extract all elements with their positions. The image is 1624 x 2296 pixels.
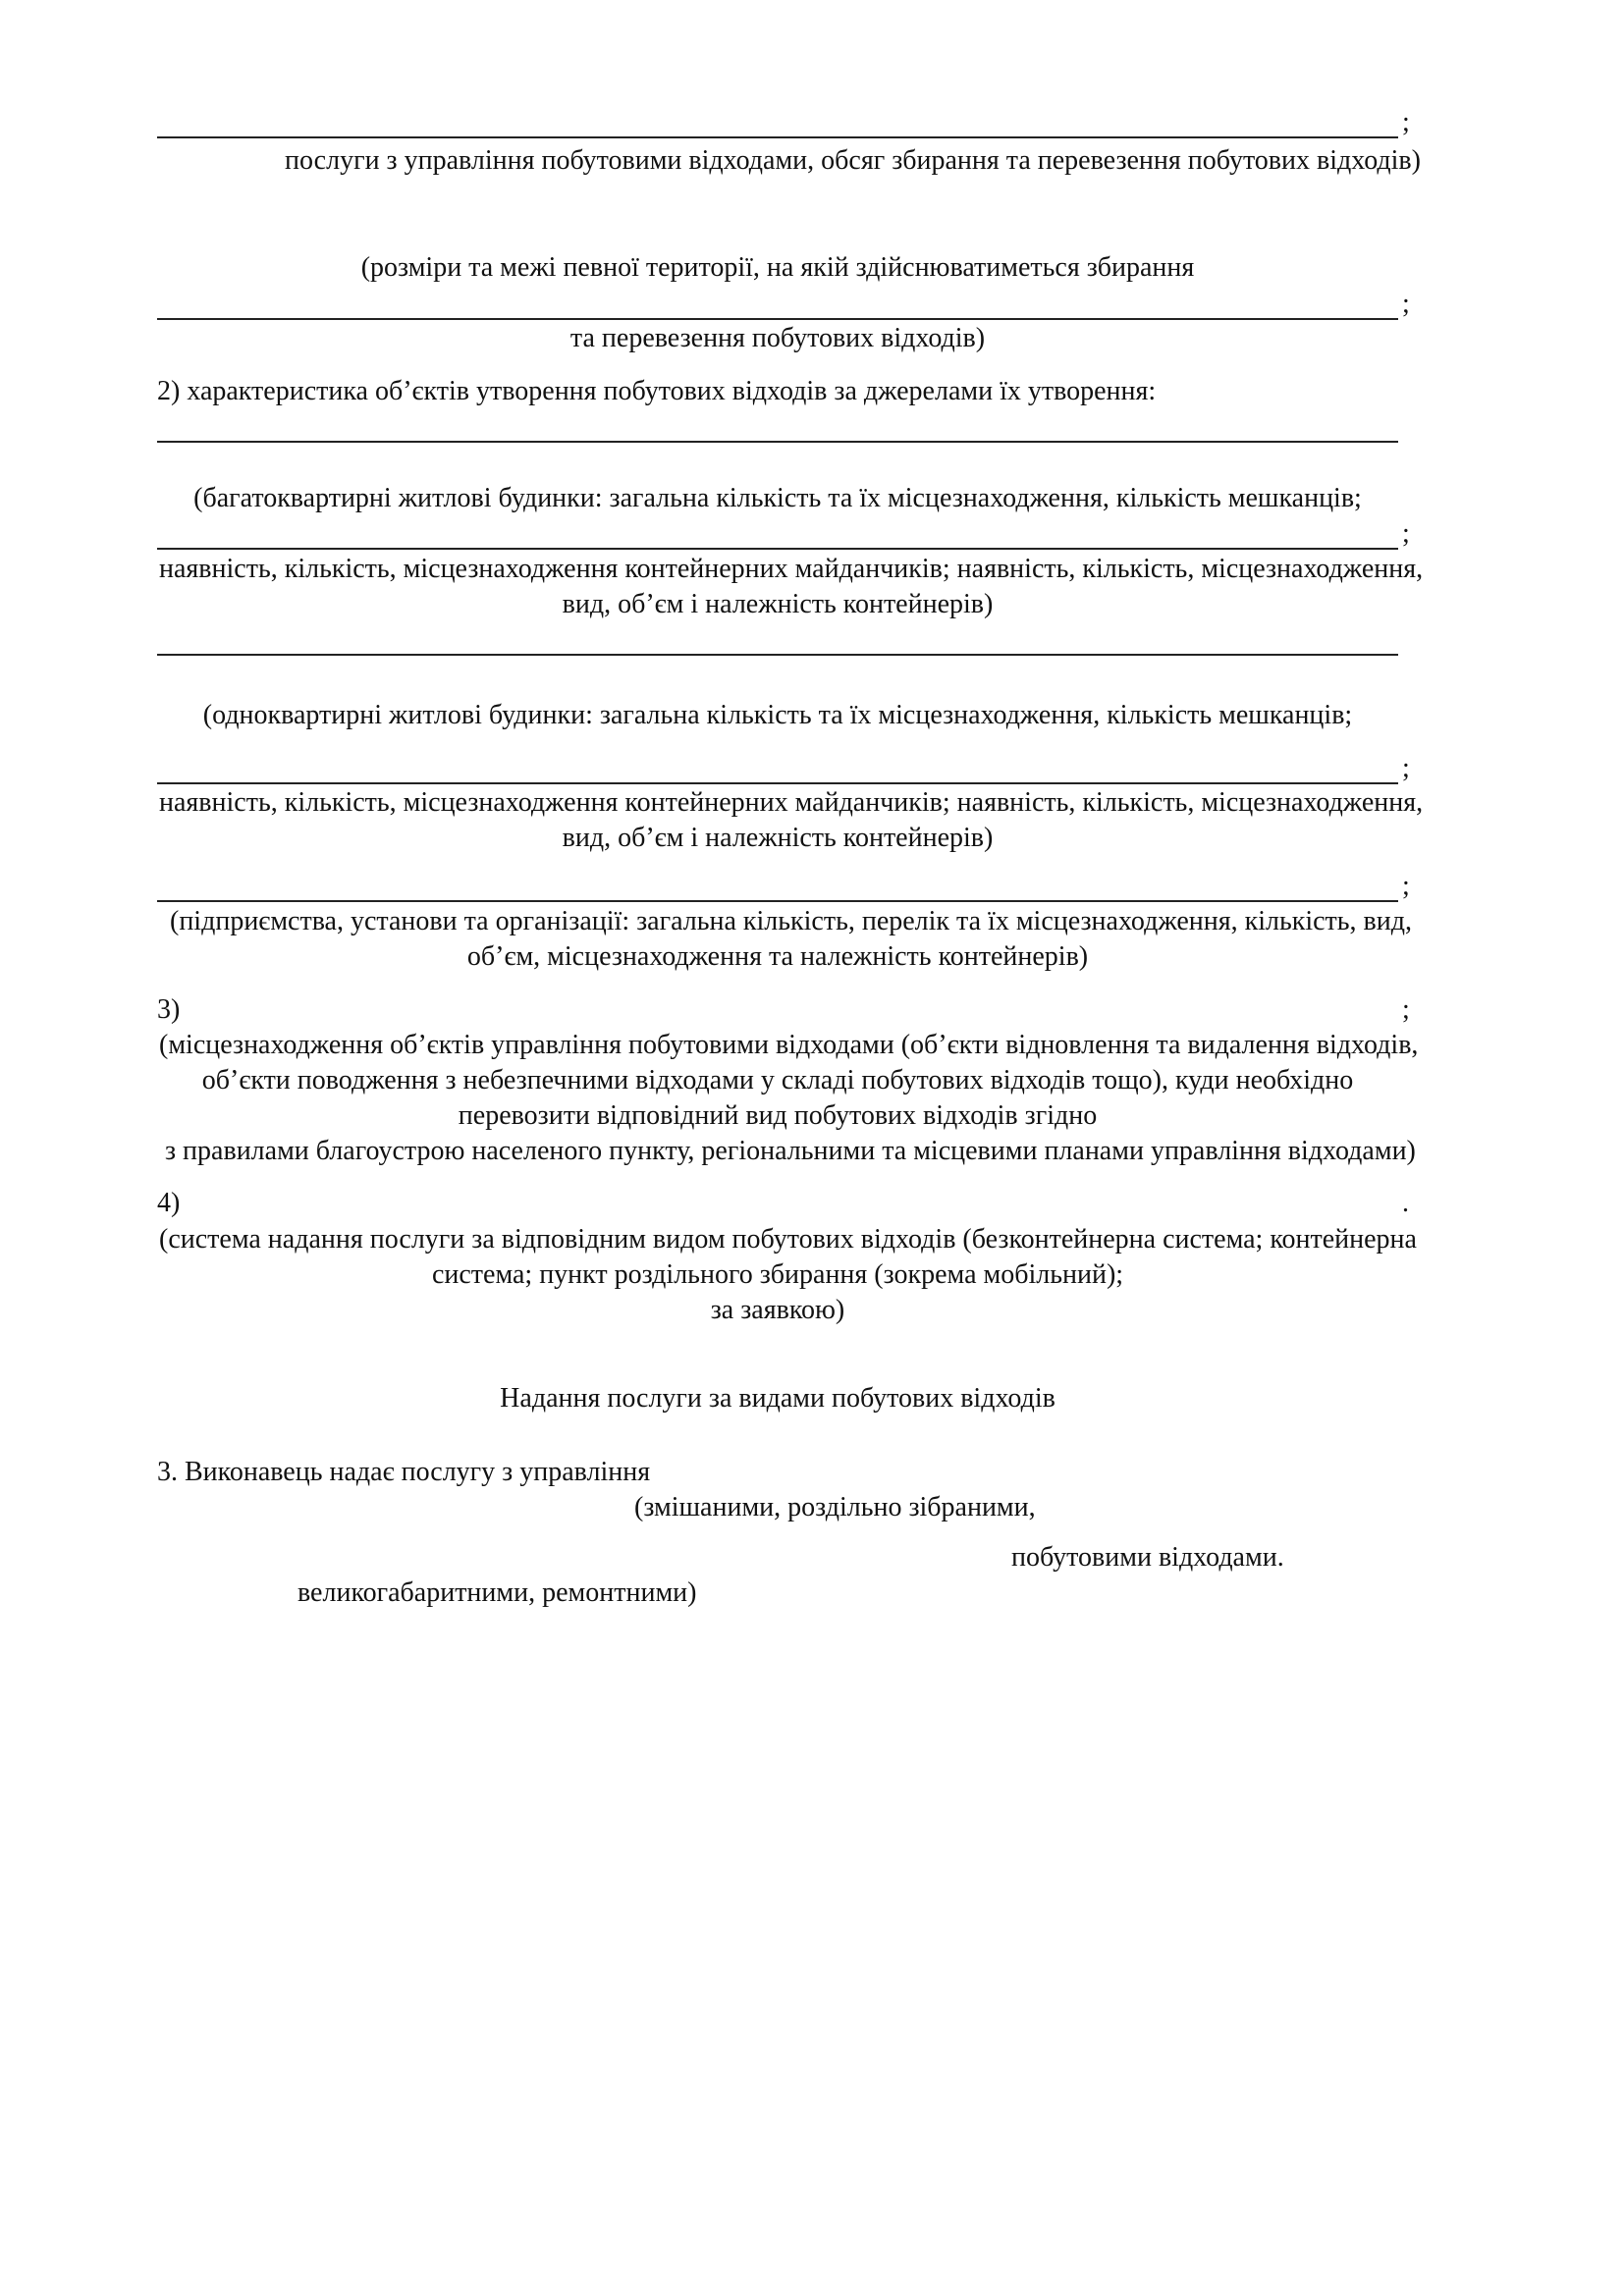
semicolon: ; bbox=[1402, 871, 1410, 901]
blank-line[interactable] bbox=[157, 654, 1398, 656]
period: . bbox=[1402, 1188, 1409, 1218]
caption-objects-line1: (місцезнаходження об’єктів управління побутовими відходами (об’єкти відновлення та видалення відходів, bbox=[159, 1030, 1419, 1060]
caption-objects-line3: перевозити відповідний вид побутових відходів згідно bbox=[458, 1100, 1098, 1131]
caption-houses-line1: (одноквартирні житлові будинки: загальна кількість та їх місцезнаходження, кількість мешканців; bbox=[202, 700, 1353, 730]
clause-3-tail: побутовими відходами. bbox=[1011, 1542, 1284, 1573]
semicolon: ; bbox=[1402, 107, 1410, 137]
caption-territory-line2: та перевезення побутових відходів) bbox=[569, 323, 986, 353]
caption-system-line1: (система надання послуги за відповідним видом побутових відходів (безконтейнерна система; контейнерна bbox=[159, 1224, 1417, 1255]
caption-service-volume: послуги з управління побутовими відходами, обсяг збирання та перевезення побутових відходів) bbox=[285, 145, 1421, 176]
section-3-number: 3) bbox=[157, 994, 181, 1025]
caption-enterprises-line1: (підприємства, установи та організації: загальна кількість, перелік та їх місцезнаходження, кількість, вид, bbox=[170, 906, 1412, 936]
semicolon: ; bbox=[1402, 753, 1410, 783]
caption-houses-line3: вид, об’єм і належність контейнерів) bbox=[562, 823, 994, 853]
caption-system-line2: система; пункт роздільного збирання (зокрема мобільний); bbox=[431, 1259, 1124, 1290]
blank-line[interactable] bbox=[157, 782, 1398, 784]
blank-line[interactable] bbox=[157, 136, 1398, 138]
caption-apartments-line3: вид, об’єм і належність контейнерів) bbox=[562, 589, 994, 619]
section-4-number: 4) bbox=[157, 1188, 181, 1218]
caption-houses-line2: наявність, кількість, місцезнаходження контейнерних майданчиків; наявність, кількість, місцезнаходження, bbox=[159, 787, 1424, 818]
blank-line[interactable] bbox=[157, 548, 1398, 550]
caption-waste-types-a: (змішаними, роздільно зібраними, bbox=[634, 1492, 1036, 1522]
caption-objects-line4: з правилами благоустрою населеного пункту, регіональними та місцевими планами управління відходами) bbox=[165, 1136, 1416, 1166]
blank-line[interactable] bbox=[157, 318, 1398, 320]
semicolon: ; bbox=[1402, 518, 1410, 549]
caption-enterprises-line2: об’єм, місцезнаходження та належність контейнерів) bbox=[466, 941, 1089, 972]
semicolon: ; bbox=[1402, 994, 1410, 1025]
caption-system-line3: за заявкою) bbox=[710, 1295, 845, 1325]
caption-apartments-line1: (багатоквартирні житлові будинки: загальна кількість та їх місцезнаходження, кількість мешканців; bbox=[193, 483, 1362, 513]
caption-waste-types-b: великогабаритними, ремонтними) bbox=[298, 1577, 697, 1608]
semicolon: ; bbox=[1402, 289, 1410, 319]
section-heading-services: Надання послуги за видами побутових відходів bbox=[500, 1383, 1056, 1414]
caption-apartments-line2: наявність, кількість, місцезнаходження контейнерних майданчиків; наявність, кількість, місцезнаходження, bbox=[159, 554, 1424, 584]
caption-territory-line1: (розміри та межі певної території, на якій здійснюватиметься збирання bbox=[360, 252, 1195, 283]
blank-line[interactable] bbox=[157, 900, 1398, 902]
section-2-heading: 2) характеристика об’єктів утворення побутових відходів за джерелами їх утворення: bbox=[157, 376, 1157, 406]
caption-objects-line2: об’єкти поводження з небезпечними відходами у складі побутових відходів тощо), куди необхідно bbox=[201, 1065, 1354, 1095]
blank-line[interactable] bbox=[157, 441, 1398, 443]
clause-3-lead: 3. Виконавець надає послугу з управління bbox=[157, 1457, 651, 1487]
